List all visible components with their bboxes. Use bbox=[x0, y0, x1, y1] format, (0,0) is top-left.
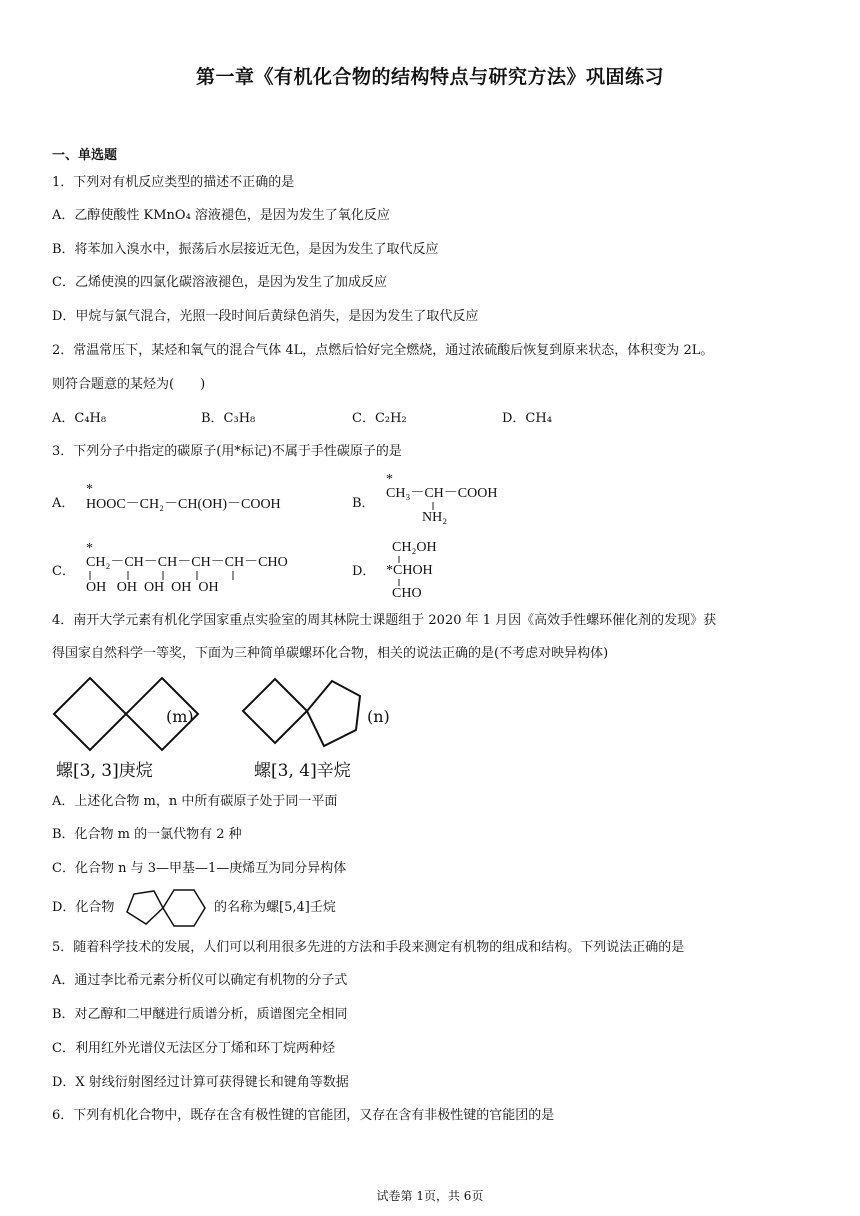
question-3-option-d-bottom: CHO bbox=[392, 586, 422, 601]
question-3-option-d-label: D． bbox=[352, 564, 376, 579]
question-5-option-b: B．对乙醇和二甲醚进行质谱分析，质谱图完全相同 bbox=[52, 1007, 348, 1022]
spirooctane-structure bbox=[240, 674, 370, 754]
question-4-stem-line1: 4．南开大学元素有机化学国家重点实验室的周其林院士课题组于 2020 年 1 月因《高效手性螺环催化剂的发现》获 bbox=[52, 613, 717, 628]
question-4-option-d-suffix: 的名称为螺[5,4]壬烷 bbox=[214, 900, 336, 915]
question-1-option-a: A．乙醇使酸性 KMnO₄ 溶液褪色，是因为发生了氧化反应 bbox=[52, 208, 390, 223]
question-5-option-c: C．利用红外光谱仪无法区分丁烯和环丁烷两种烃 bbox=[52, 1041, 335, 1056]
question-5-option-d: D．X 射线衍射图经过计算可获得键长和键角等数据 bbox=[52, 1075, 349, 1090]
section-heading: 一、单选题 bbox=[52, 148, 118, 163]
question-1-option-d: D．甲烷与氯气混合，光照一段时间后黄绿色消失，是因为发生了取代反应 bbox=[52, 309, 479, 324]
question-2-option-a: A．C₄H₈ bbox=[52, 411, 107, 426]
question-2-option-c: C．C₂H₂ bbox=[352, 411, 407, 426]
question-2-stem-line1: 2．常温常压下，某烃和氧气的混合气体 4L，点燃后恰好完全燃烧，通过浓硫酸后恢复到原来状态，体积变为 2L。 bbox=[52, 343, 714, 358]
question-3-option-c-label: C． bbox=[52, 564, 75, 579]
question-6-stem: 6．下列有机化合物中，既存在含有极性键的官能团，又存在含有非极性键的官能团的是 bbox=[52, 1108, 555, 1123]
question-4-option-a: A．上述化合物 m，n 中所有碳原子处于同一平面 bbox=[52, 794, 338, 809]
question-3-option-b-substituent: NH₂ bbox=[422, 510, 448, 525]
question-5-option-a: A．通过李比希元素分析仪可以确定有机物的分子式 bbox=[52, 973, 348, 988]
question-1-option-b: B．将苯加入溴水中，振荡后水层接近无色，是因为发生了取代反应 bbox=[52, 242, 439, 257]
question-3-option-c-substituents: OH OH OH OH OH bbox=[86, 580, 219, 595]
question-3-option-d-middle: *CHOH bbox=[386, 563, 433, 578]
question-2-option-b: B．C₃H₈ bbox=[201, 411, 256, 426]
question-3-option-b-star: * bbox=[386, 472, 393, 487]
compound-m-tag: (m) bbox=[166, 707, 194, 726]
question-3-option-c-formula: CH₂－CH－CH－CH－CH－CHO bbox=[86, 555, 288, 570]
compound-n-name: 螺[3, 4]辛烷 bbox=[254, 761, 351, 781]
question-3-option-b-formula: CH₃－CH－COOH bbox=[386, 486, 498, 501]
question-3-stem: 3．下列分子中指定的碳原子(用*标记)不属于手性碳原子的是 bbox=[52, 444, 402, 459]
question-2-stem-line2: 则符合题意的某烃为( ) bbox=[52, 377, 206, 392]
question-4-option-c: C．化合物 n 与 3—甲基—1—庚烯互为同分异构体 bbox=[52, 861, 347, 876]
question-3-option-a-star: * bbox=[86, 482, 93, 497]
question-3-option-a-formula: HOOC－CH₂－CH(OH)－COOH bbox=[86, 497, 281, 512]
question-4-option-d-prefix: D．化合物 bbox=[52, 900, 115, 915]
page-footer: 试卷第 1页，共 6页 bbox=[376, 1189, 484, 1203]
question-2-option-d: D．CH₄ bbox=[502, 411, 552, 426]
question-1-stem: 1．下列对有机反应类型的描述不正确的是 bbox=[52, 175, 295, 190]
question-3-option-a-label: A． bbox=[52, 496, 75, 511]
question-3-option-b-label: B． bbox=[352, 496, 375, 511]
question-5-stem: 5．随着科学技术的发展，人们可以利用很多先进的方法和手段来测定有机物的组成和结构。下列说法正确的是 bbox=[52, 940, 685, 955]
compound-m-name: 螺[3, 3]庚烷 bbox=[56, 761, 153, 781]
question-4-option-b: B．化合物 m 的一氯代物有 2 种 bbox=[52, 827, 242, 842]
question-1-option-c: C．乙烯使溴的四氯化碳溶液褪色，是因为发生了加成反应 bbox=[52, 275, 387, 290]
question-3-option-c-star: * bbox=[86, 541, 93, 556]
page-title: 第一章《有机化合物的结构特点与研究方法》巩固练习 bbox=[195, 66, 664, 88]
compound-n-tag: (n) bbox=[367, 707, 390, 726]
spirononane-structure bbox=[124, 886, 210, 930]
question-3-option-d-top: CH₂OH bbox=[392, 540, 437, 555]
question-4-stem-line2: 得国家自然科学一等奖，下面为三种简单碳螺环化合物，相关的说法正确的是(不考虑对映异构体) bbox=[52, 646, 609, 661]
